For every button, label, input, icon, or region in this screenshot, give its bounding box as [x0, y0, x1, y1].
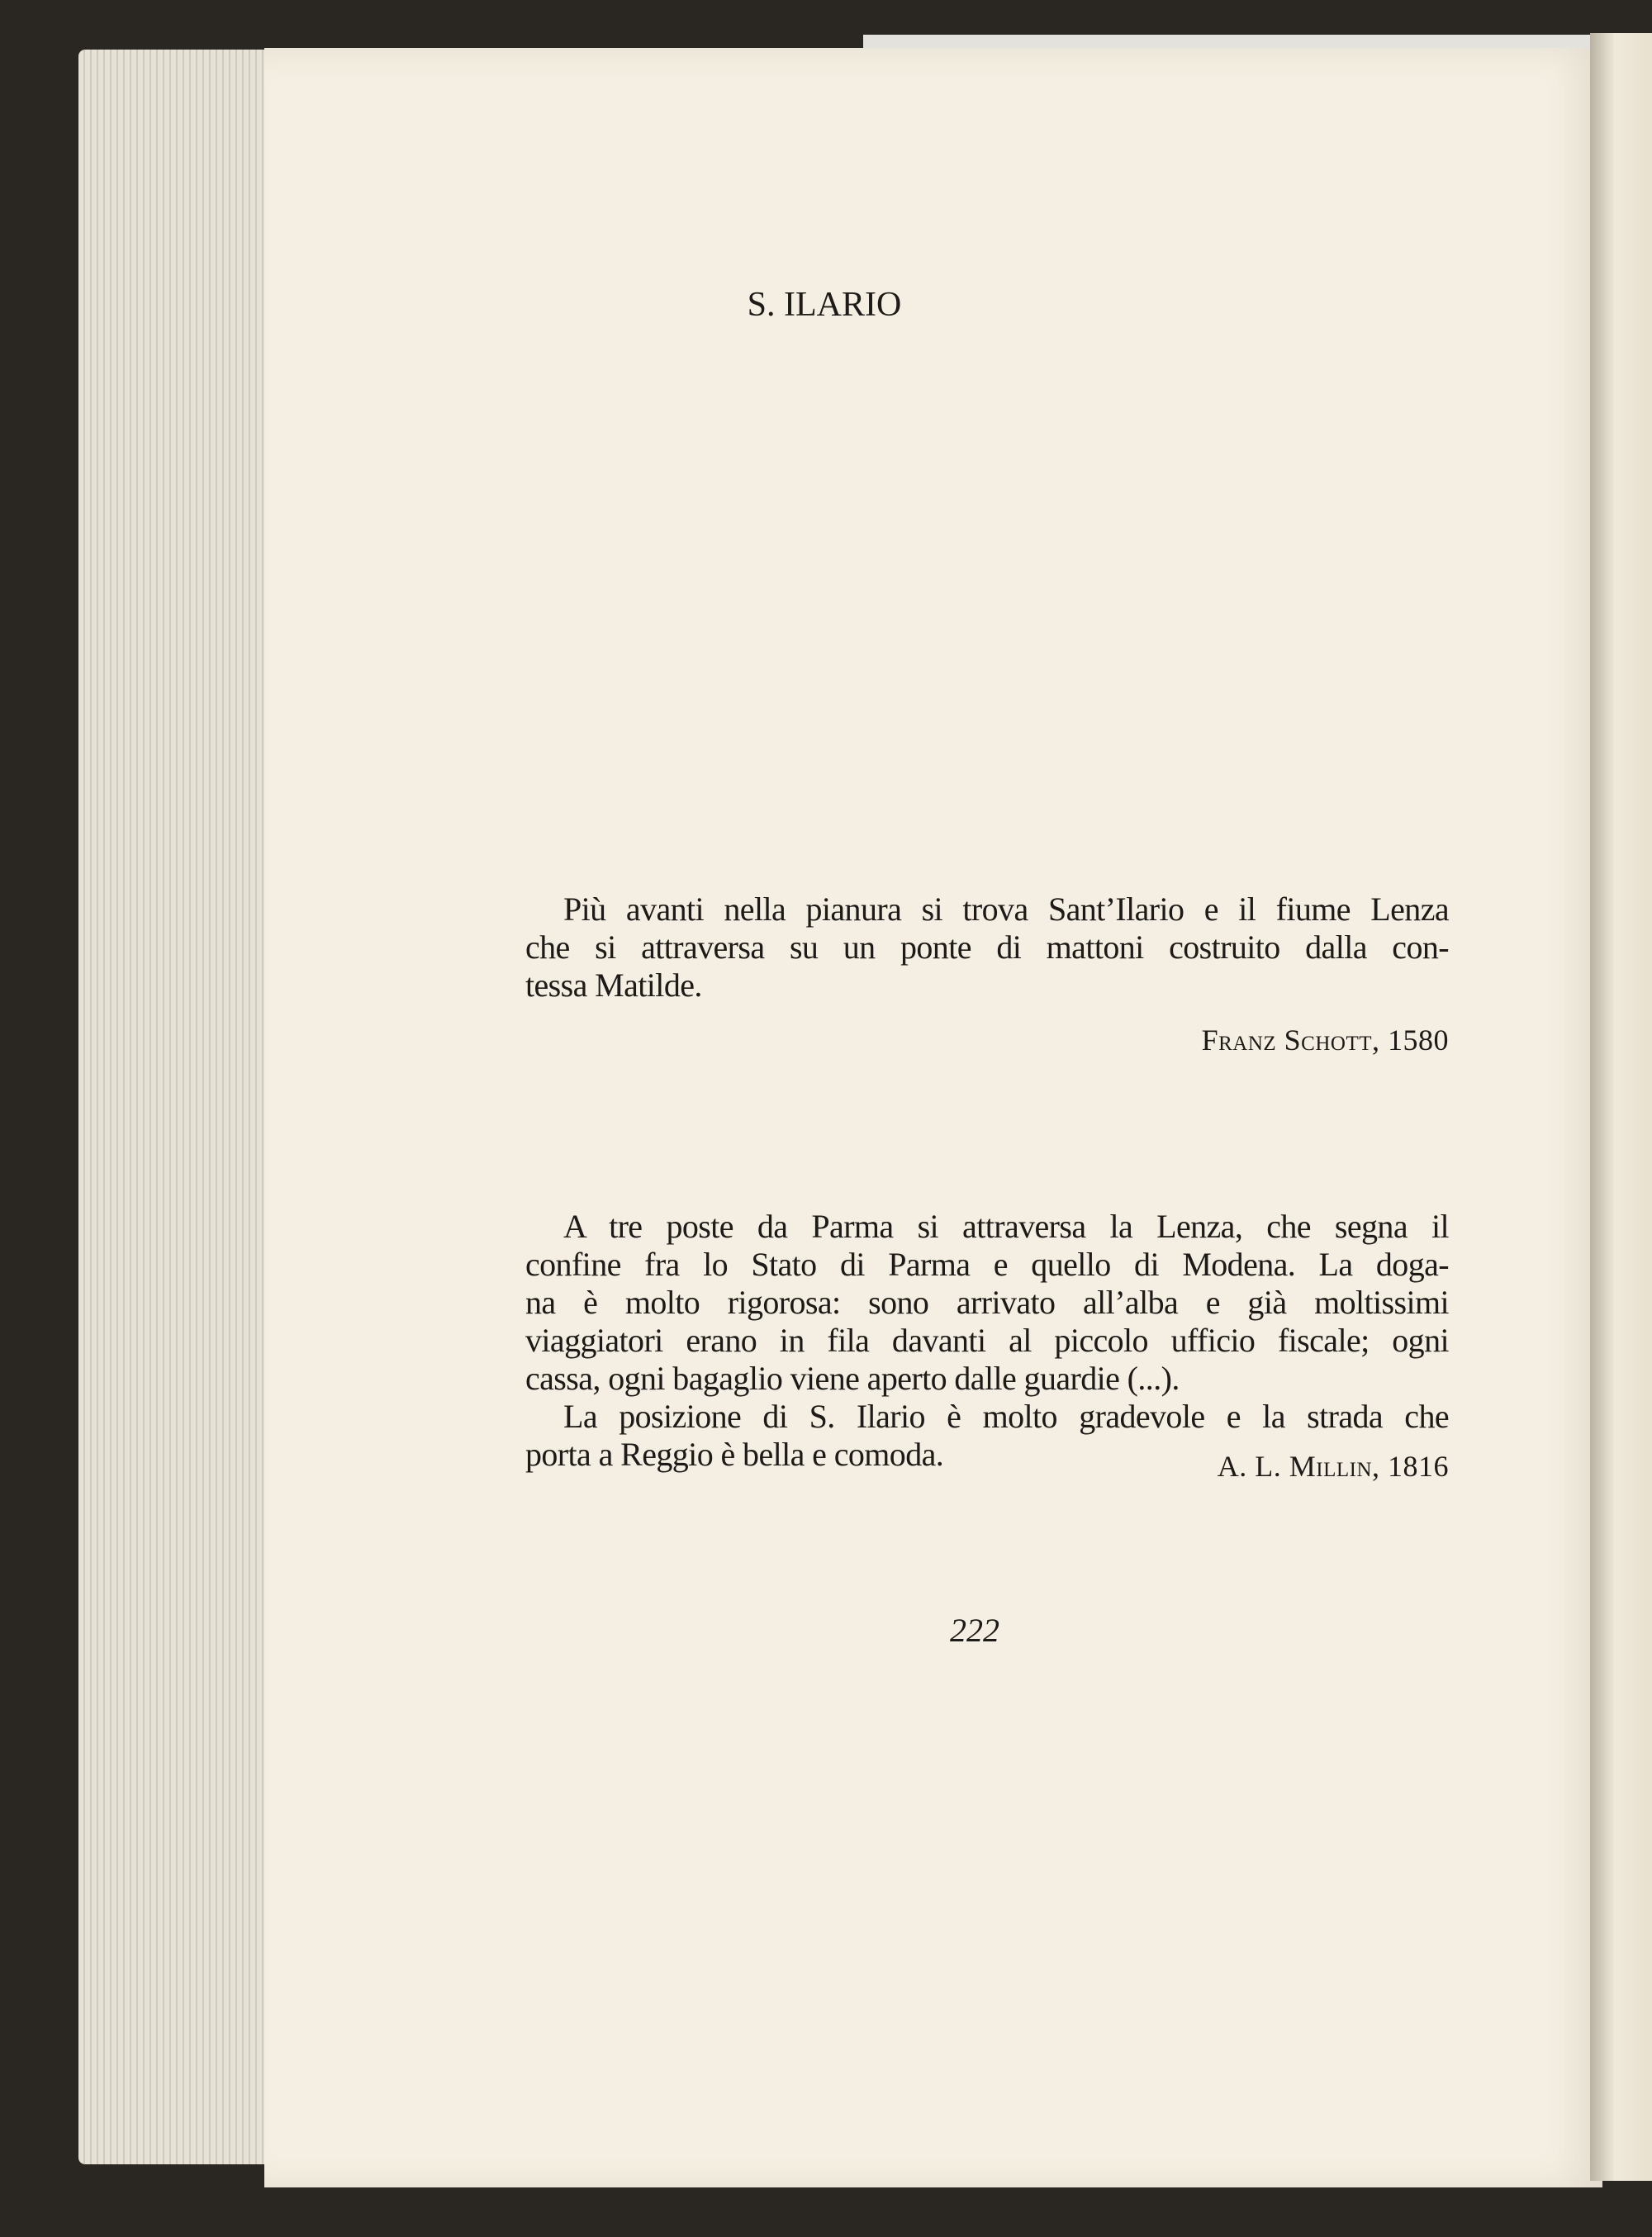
quote-line: La posizione di S. Ilario è molto gradevole e la strada che [563, 1398, 1449, 1435]
quote-line: viaggiatori erano in fila davanti al piccolo ufficio fiscale; ogni [525, 1322, 1449, 1359]
quote-line: A tre poste da Parma si attraversa la Lenza, che segna il [563, 1208, 1449, 1245]
quote-schott [525, 891, 1449, 1064]
quote-line: che si attraversa su un ponte di mattoni costruito dalla con- [525, 929, 1449, 966]
quote-line: porta a Reggio è bella e comoda. [525, 1436, 944, 1473]
page-number: 222 [950, 1612, 999, 1649]
quote-line: confine fra lo Stato di Parma e quello di Modena. La doga- [525, 1246, 1449, 1283]
page-stack-edges [78, 50, 268, 2164]
quote-line: cassa, ogni bagaglio viene aperto dalle guardie (...). [525, 1360, 1180, 1397]
attribution: Franz Schott, 1580 [1201, 1024, 1449, 1057]
quote-line: na è molto rigorosa: sono arrivato all’alba e già moltissimi [525, 1284, 1449, 1321]
quote-line: tessa Matilde. [525, 967, 702, 1004]
page-title: S. ILARIO [747, 286, 902, 324]
attribution: A. L. Millin, 1816 [1217, 1450, 1449, 1483]
quote-line: Più avanti nella pianura si trova Sant’Ilario e il fiume Lenza [563, 891, 1449, 928]
facing-page-edge [1590, 33, 1652, 2181]
book-page [264, 48, 1602, 2187]
quote-millin [525, 1208, 1449, 1513]
